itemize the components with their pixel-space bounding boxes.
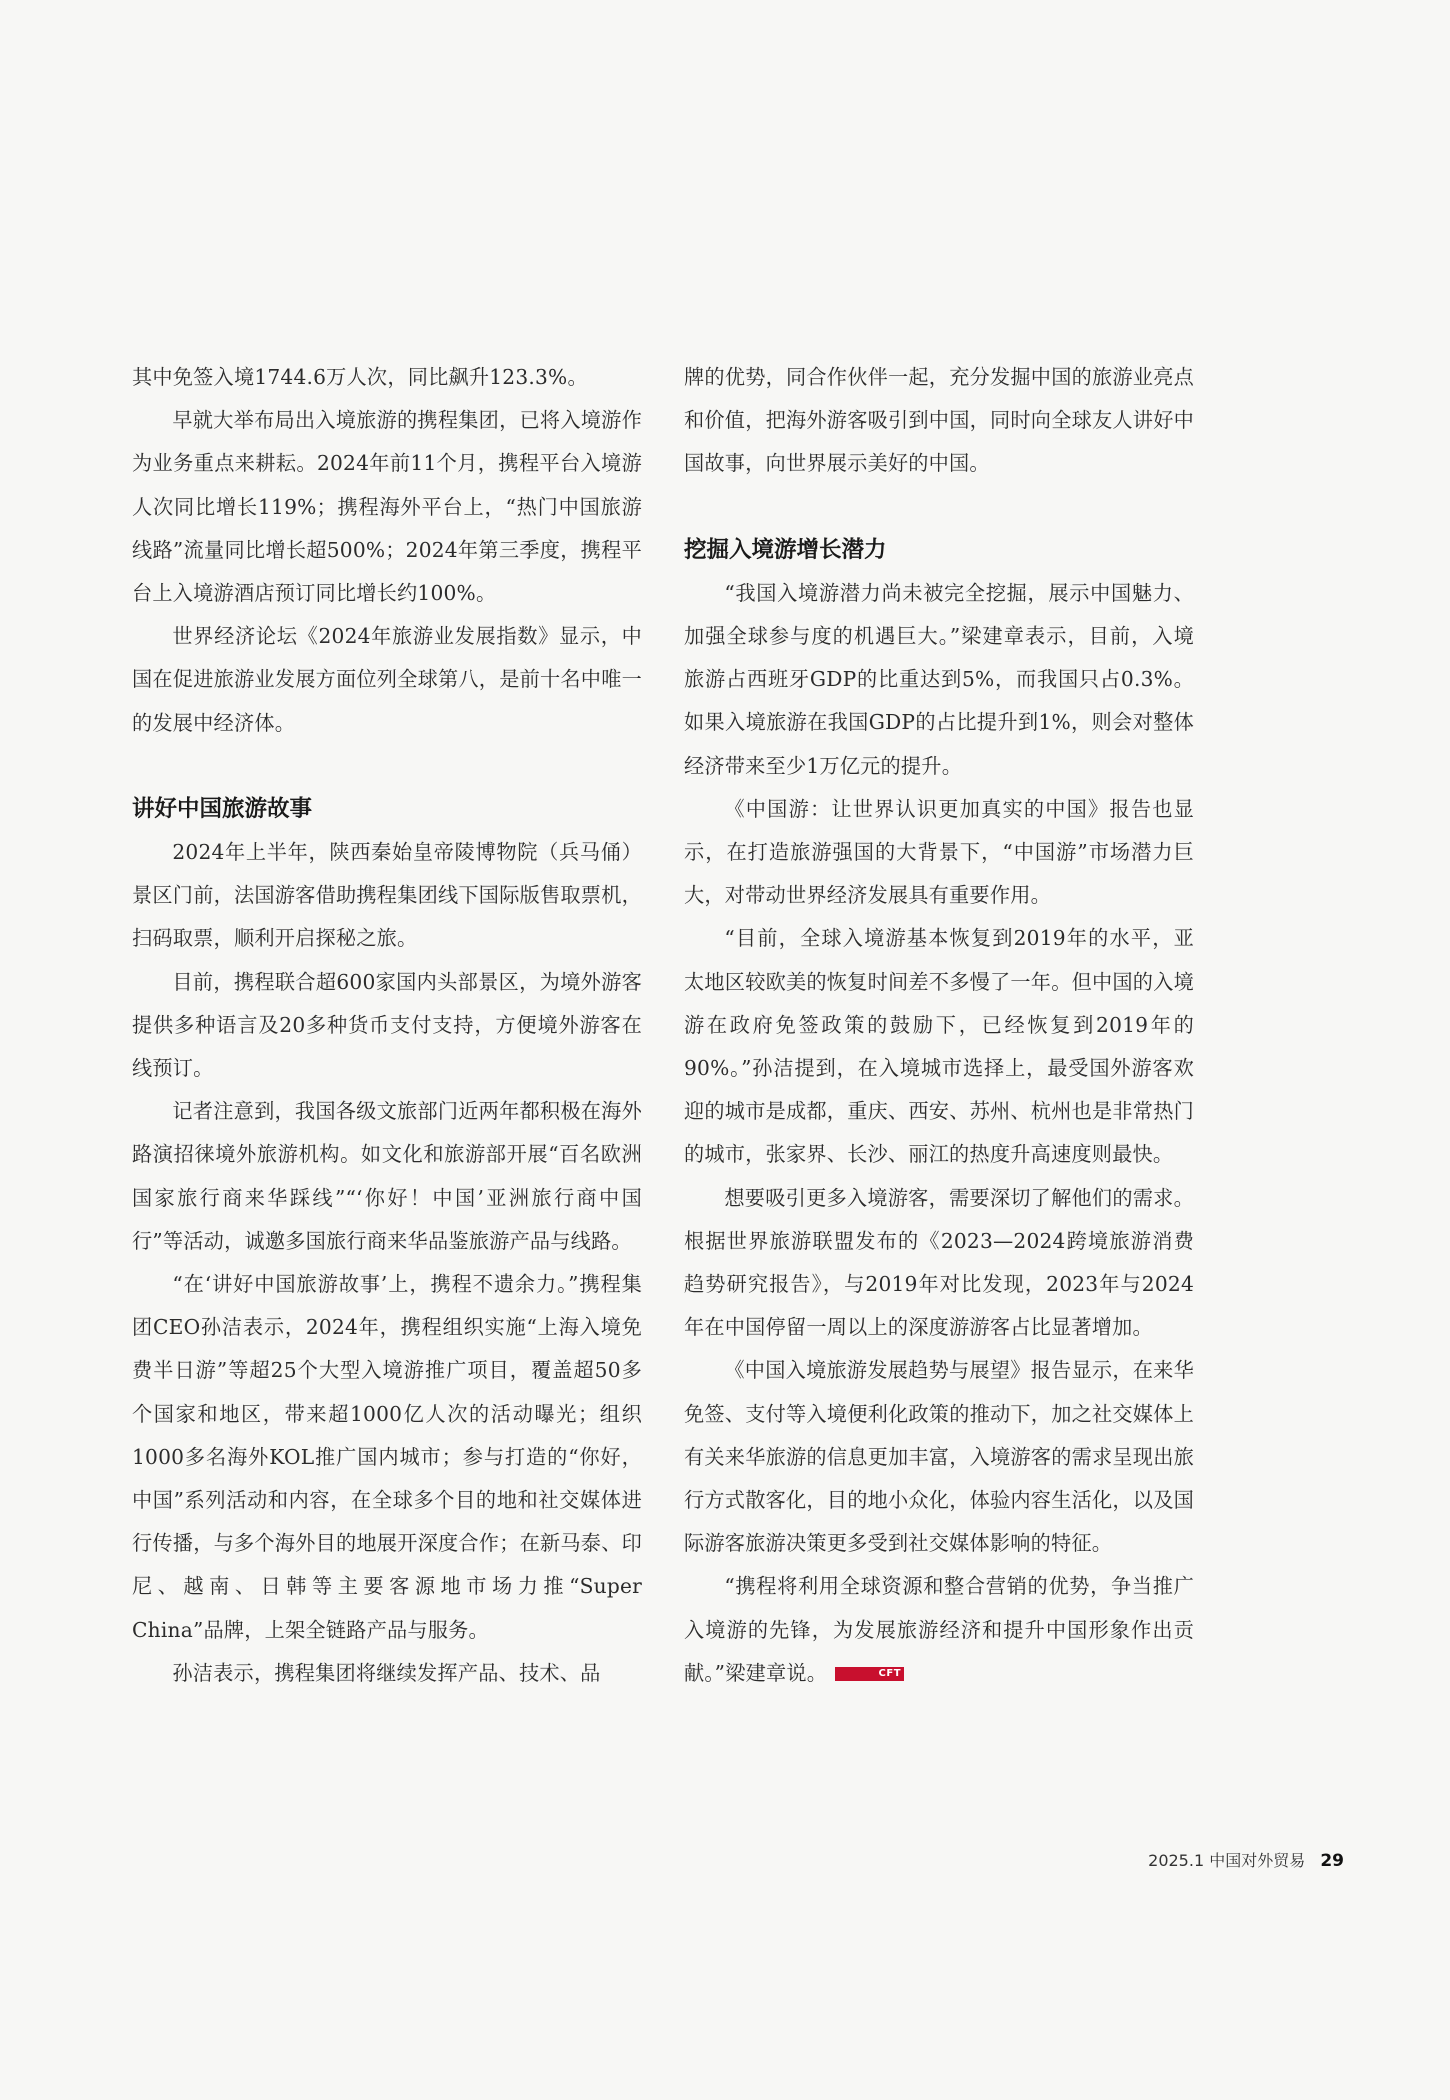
right-column: [684, 356, 1194, 1695]
paragraph: 目前，携程联合超600家国内头部景区，为境外游客提供多种语言及20多种货币支付支持，方便境外游客在线预订。: [132, 969, 642, 1081]
paragraph: “我国入境游潜力尚未被完全挖掘，展示中国魅力、加强全球参与度的机遇巨大。”梁建章表示，目前，入境旅游占西班牙GDP的比重达到5%，而我国只占0.3%。如果入境旅游在我国GDP的占比提升到1%，则会对整体经济带来至少1万亿元的提升。: [684, 580, 1194, 778]
page-footer: [1148, 1848, 1344, 1871]
paragraph: “目前，全球入境游基本恢复到2019年的水平，亚太地区较欧美的恢复时间差不多慢了一年。但中国的入境游在政府免签政策的鼓励下，已经恢复到2019年的90%。”孙洁提到，在入境城市选择上，最受国外游客欢迎的城市是成都，重庆、西安、苏州、杭州也是非常热门的城市，张家界、长沙、丽江的热度升高速度则最快。: [684, 926, 1194, 1167]
paragraph: 牌的优势，同合作伙伴一起，充分发掘中国的旅游业亮点和价值，把海外游客吸引到中国，同时向全球友人讲好中国故事，向世界展示美好的中国。: [684, 365, 1194, 476]
closing-paragraph-text: “携程将利用全球资源和整合营销的优势，争当推广入境游的先锋，为发展旅游经济和提升中国形象作出贡献。”梁建章说。: [684, 1574, 1194, 1685]
magazine-name: 中国对外贸易: [1209, 1851, 1306, 1870]
section-spacer: [684, 486, 1194, 529]
paragraph: 2024年上半年，陕西秦始皇帝陵博物院（兵马俑）景区门前，法国游客借助携程集团线下国际版售取票机，扫码取票，顺利开启探秘之旅。: [132, 840, 642, 951]
section-heading: 挖掘入境游增长潜力: [684, 536, 887, 563]
paragraph: “在‘讲好中国旅游故事’上，携程不遗余力。”携程集团CEO孙洁表示，2024年，携程组织实施“上海入境免费半日游”等超25个大型入境游推广项目，覆盖超50多个国家和地区，带来超1000亿人次的活动曝光；组织1000多名海外KOL推广国内城市；参与打造的“你好，中国”系列活动和内容，在全球多个目的地和社交媒体进行传播，与多个海外目的地展开深度合作；在新马泰、印尼、越南、日韩等主要客源地市场力推“Super China”品牌，上架全链路产品与服务。: [132, 1272, 642, 1642]
paragraph: 想要吸引更多入境游客，需要深切了解他们的需求。根据世界旅游联盟发布的《2023—2024跨境旅游消费趋势研究报告》，与2019年对比发现，2023年与2024年在中国停留一周以上的深度游游客占比显著增加。: [684, 1185, 1194, 1340]
section-spacer: [132, 745, 642, 788]
paragraph: 记者注意到，我国各级文旅部门近两年都积极在海外路演招徕境外旅游机构。如文化和旅游部开展“百名欧洲国家旅行商来华踩线”“‘你好！中国’亚洲旅行商中国行”等活动，诚邀多国旅行商来华品鉴旅游产品与线路。: [132, 1099, 642, 1253]
page-number: 29: [1320, 1851, 1344, 1871]
end-mark-logo: CFT: [835, 1667, 904, 1681]
section-heading: 讲好中国旅游故事: [132, 795, 313, 822]
paragraph: 其中免签入境1744.6万人次，同比飙升123.3%。: [132, 365, 588, 389]
left-column: [132, 356, 642, 1695]
paragraph: [684, 1565, 1194, 1695]
paragraph: 《中国入境旅游发展趋势与展望》报告显示，在来华免签、支付等入境便利化政策的推动下，加之社交媒体上有关来华旅游的信息更加丰富，入境游客的需求呈现出旅行方式散客化，目的地小众化，体验内容生活化，以及国际游客旅游决策更多受到社交媒体影响的特征。: [684, 1358, 1194, 1556]
paragraph: 《中国游：让世界认识更加真实的中国》报告也显示，在打造旅游强国的大背景下，“中国游”市场潜力巨大，对带动世界经济发展具有重要作用。: [684, 796, 1194, 908]
issue-number: 2025.1: [1148, 1851, 1205, 1870]
paragraph: 孙洁表示，携程集团将继续发挥产品、技术、品: [172, 1660, 601, 1685]
paragraph: 早就大举布局出入境旅游的携程集团，已将入境游作为业务重点来耕耘。2024年前11个月，携程平台入境游人次同比增长119%；携程海外平台上，“热门中国旅游线路”流量同比增长超500%；2024年第三季度，携程平台上入境游酒店预订同比增长约100%。: [132, 408, 642, 606]
paragraph: 世界经济论坛《2024年旅游业发展指数》显示，中国在促进旅游业发展方面位列全球第八，是前十名中唯一的发展中经济体。: [132, 624, 642, 735]
